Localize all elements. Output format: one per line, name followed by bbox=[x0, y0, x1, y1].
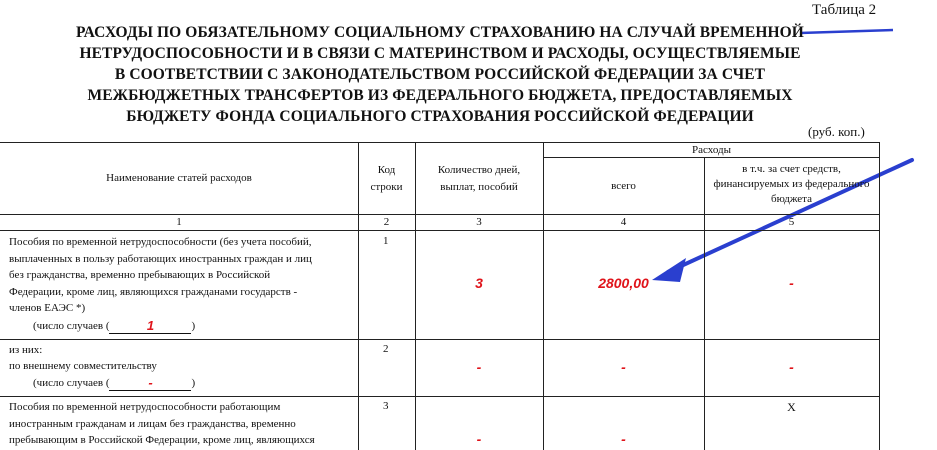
header-code bbox=[358, 163, 415, 195]
row-2-cases bbox=[33, 376, 195, 391]
table-label: Таблица 2 bbox=[812, 2, 877, 18]
cases-value: - bbox=[148, 375, 153, 390]
header-count bbox=[415, 163, 543, 195]
row-text-line: без гражданства, временно пребывающих в Российской bbox=[9, 269, 271, 281]
column-number: 4 bbox=[620, 216, 627, 228]
column-number: 5 bbox=[788, 216, 795, 228]
row-1-total[interactable]: 2800,00 bbox=[598, 275, 649, 291]
header-federal-line: бюджета bbox=[770, 193, 812, 205]
column-number: 3 bbox=[476, 216, 482, 228]
header-name: Наименование статей расходов bbox=[106, 172, 252, 184]
title-line: РАСХОДЫ ПО ОБЯЗАТЕЛЬНОМУ СОЦИАЛЬНОМУ СТРАХОВАНИЮ НА СЛУЧАЙ ВРЕМЕННОЙ bbox=[76, 24, 804, 41]
row-1-description bbox=[9, 234, 354, 317]
row-1-count[interactable]: 3 bbox=[475, 275, 483, 291]
header-count-line: выплат, пособий bbox=[440, 181, 518, 193]
cases-value: 1 bbox=[146, 318, 155, 333]
grid-line bbox=[0, 339, 880, 340]
row-3-code: 3 bbox=[383, 400, 389, 412]
header-total: всего bbox=[611, 180, 636, 192]
row-3-description bbox=[9, 399, 315, 449]
row-text-line: Пособия по временной нетрудоспособности работающим bbox=[9, 401, 281, 413]
row-text-line: членов ЕАЭС *) bbox=[9, 302, 86, 314]
title-line: БЮДЖЕТУ ФОНДА СОЦИАЛЬНОГО СТРАХОВАНИЯ РОССИЙСКОЙ ФЕДЕРАЦИИ bbox=[126, 108, 754, 125]
row-1-federal[interactable]: - bbox=[789, 275, 794, 291]
row-1-code: 1 bbox=[383, 235, 389, 247]
cases-close: ) bbox=[191, 320, 196, 332]
row-text-line: из них: bbox=[9, 344, 43, 356]
header-federal bbox=[704, 162, 879, 207]
row-3-count[interactable]: - bbox=[476, 431, 482, 447]
grid-line bbox=[0, 396, 880, 397]
row-text-line: иностранным гражданам и лицам без гражданства, временно bbox=[9, 417, 296, 430]
row-2-total[interactable]: - bbox=[621, 359, 626, 375]
row-2-count[interactable]: - bbox=[476, 359, 482, 375]
grid-line bbox=[879, 142, 880, 450]
cases-close: ) bbox=[191, 377, 196, 389]
row-text-line: Федерации, кроме лиц, являющихся гражданами государств - bbox=[9, 285, 298, 298]
cases-label: (число случаев ( bbox=[33, 377, 110, 389]
row-3-federal: X bbox=[787, 400, 796, 414]
title-line: НЕТРУДОСПОСОБНОСТИ И В СВЯЗИ С МАТЕРИНСТВОМ И РАСХОДЫ, ОСУЩЕСТВЛЯЕМЫЕ bbox=[79, 45, 801, 62]
header-code-line: строки bbox=[370, 181, 403, 193]
cases-field[interactable] bbox=[109, 319, 191, 334]
header-count-line: Количество дней, bbox=[437, 164, 521, 176]
title-line: МЕЖБЮДЖЕТНЫХ ТРАНСФЕРТОВ ИЗ ФЕДЕРАЛЬНОГО БЮДЖЕТА, ПРЕДОСТАВЛЯЕМЫХ bbox=[87, 87, 793, 104]
header-expenses: Расходы bbox=[692, 144, 731, 156]
row-2-code: 2 bbox=[383, 343, 389, 355]
row-text-line: Пособия по временной нетрудоспособности (без учета пособий, bbox=[9, 236, 312, 248]
units-label: (руб. коп.) bbox=[808, 124, 865, 139]
column-number: 1 bbox=[176, 216, 182, 228]
row-2-description bbox=[9, 342, 157, 374]
row-text-line: пребывающим в Российской Федерации, кроме лиц, являющихся bbox=[9, 434, 315, 446]
row-3-total[interactable]: - bbox=[621, 431, 626, 447]
cases-label: (число случаев ( bbox=[33, 320, 110, 332]
document-title bbox=[60, 22, 820, 127]
row-2-federal[interactable]: - bbox=[789, 359, 794, 375]
row-text-line: по внешнему совместительству bbox=[9, 360, 157, 372]
header-federal-line: в т.ч. за счет средств, bbox=[742, 163, 841, 175]
grid-line bbox=[0, 230, 880, 231]
row-text-line: выплаченных в пользу работающих иностранных граждан и лиц bbox=[9, 252, 312, 265]
header-federal-line: финансируемых из федерального bbox=[713, 178, 870, 190]
header-code-line: Код bbox=[377, 164, 396, 176]
row-1-cases bbox=[33, 319, 195, 334]
column-number: 2 bbox=[383, 216, 390, 228]
cases-field[interactable] bbox=[109, 376, 191, 391]
title-line: В СООТВЕТСТВИИ С ЗАКОНОДАТЕЛЬСТВОМ РОССИЙСКОЙ ФЕДЕРАЦИИ ЗА СЧЕТ bbox=[114, 66, 766, 83]
